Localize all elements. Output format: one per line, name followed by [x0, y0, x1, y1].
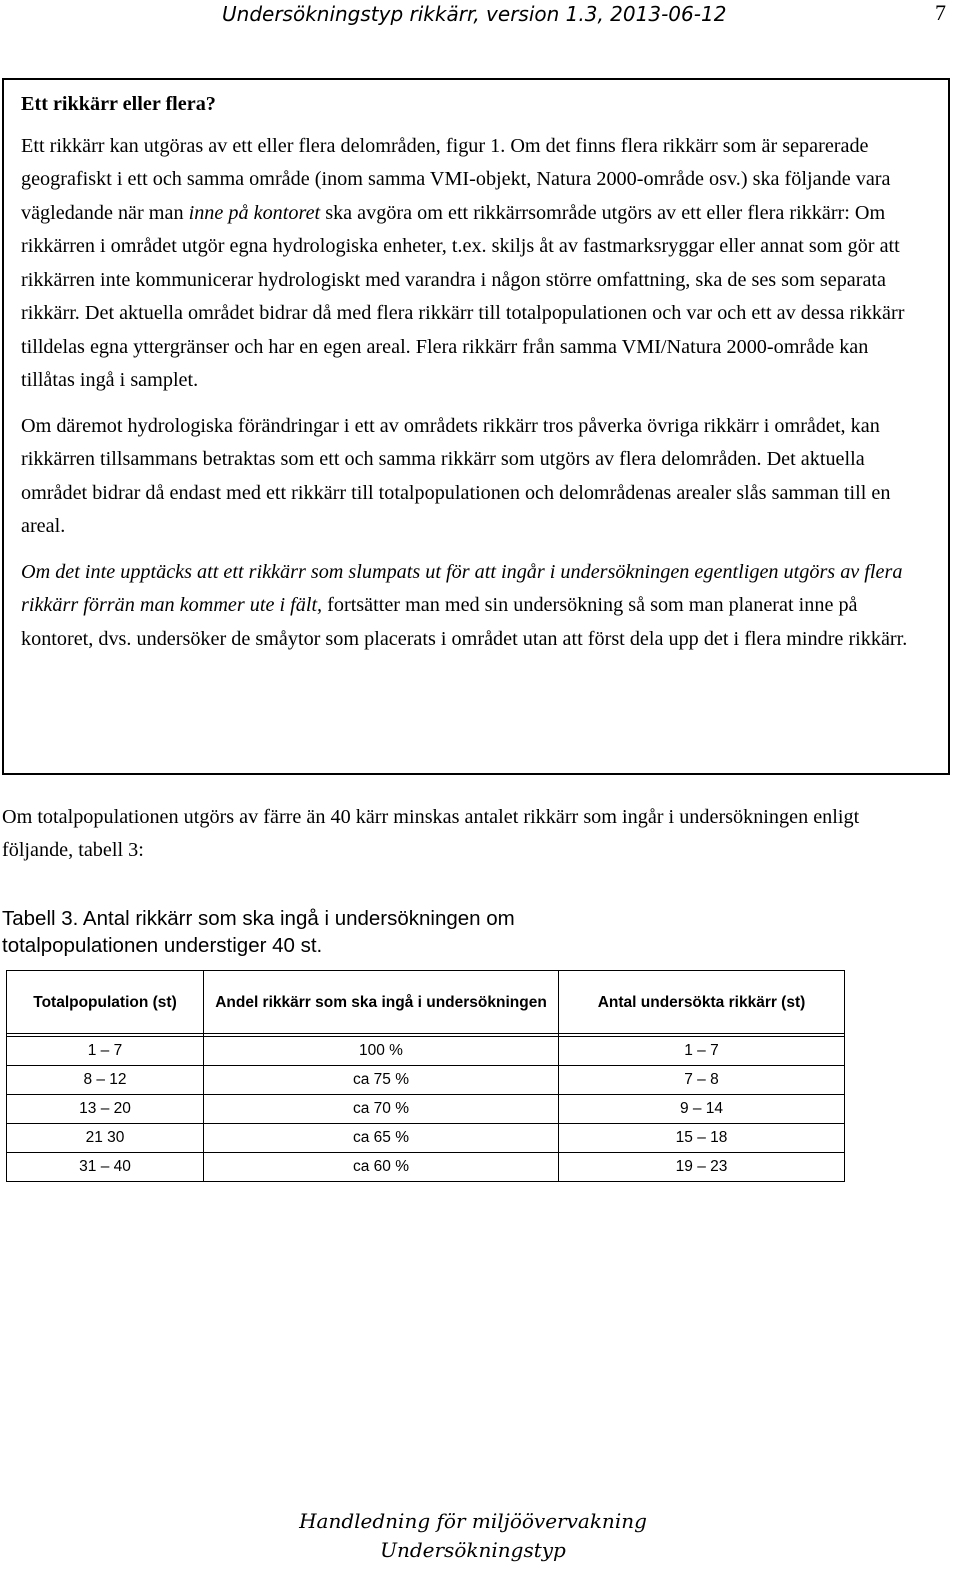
body-paragraph: Om totalpopulationen utgörs av färre än 40 kärr minskas antalet rikkärr som ingår i undersökningen enligt följande, tabell 3: — [2, 806, 860, 861]
table-header-cell: Antal undersökta rikkärr (st) — [559, 971, 845, 1034]
paragraph-text: fortsätter man med sin undersökning så som man planerat inne på kontoret, dvs. undersöker de småytor som placerats i området utan att först dela upp det i flera mindre rikkärr. — [21, 594, 908, 650]
info-box-paragraph-1 — [21, 130, 926, 398]
table-row — [7, 1153, 845, 1182]
emphasis-text: Om det inte upptäcks att ett rikkärr som slumpats ut för att ingår i undersökningen egentligen utgörs av flera rikkärr förrän man kommer ute i fält, — [21, 560, 903, 616]
table-cell: 31 – 40 — [7, 1153, 204, 1182]
document-footer — [0, 1507, 946, 1565]
table-cell: 9 – 14 — [559, 1095, 845, 1124]
table-cell: 13 – 20 — [7, 1095, 204, 1124]
table-row — [7, 1095, 845, 1124]
table-row — [7, 1124, 845, 1153]
page-number: 7 — [935, 0, 946, 25]
paragraph-text: Ett rikkärr kan utgöras av ett eller flera delområden, figur 1. Om det finns flera rikkärr som är separerade geografiskt i ett och samma område (inom samma VMI-objekt, Natura 2000-område osv.) ska följande vara vägledande när man — [21, 134, 891, 224]
info-box-paragraph-3 — [21, 556, 926, 657]
info-box — [2, 78, 950, 775]
footer-line-1: Handledning för miljöövervakning — [299, 1509, 647, 1533]
paragraph-text: ska avgöra om ett rikkärrsområde utgörs av ett eller flera rikkärr: Om rikkärren i området utgör egna hydrologiska enheter, t.ex. skiljs åt av fastmarksryggar eller annat som gör att rikkärren inte kommunicerar hydrologiskt med varandra i någon större omfattning, ska de ses som separata rikkärr. Det aktuella området bidrar då med flera rikkärr till totalpopulationen och var och ett av dessa rikkärr tilldelas egna yttergränser och har en egen areal. Flera rikkärr från samma VMI/Natura 2000-område kan tillåtas ingå i samplet. — [21, 201, 905, 391]
info-box-heading: Ett rikkärr eller flera? — [21, 93, 216, 115]
table-cell: 1 – 7 — [7, 1037, 204, 1066]
emphasis-text: inne på kontoret — [188, 201, 321, 224]
info-box-paragraph-2: Om däremot hydrologiska förändringar i ett av områdets rikkärr tros påverka övriga rikkärr i området, kan rikkärren tillsammans betraktas som ett och samma rikkärr som utgörs av flera delområden. Det aktuella området bidrar då endast med ett rikkärr till totalpopulationen och delområdenas arealer slås samman till en areal. — [21, 414, 891, 537]
info-box-content — [21, 88, 926, 668]
table-cell: ca 60 % — [204, 1153, 559, 1182]
table-header-cell: Totalpopulation (st) — [7, 971, 204, 1034]
footer-line-2: Undersökningstyp — [380, 1538, 566, 1562]
table-cell: 1 – 7 — [559, 1037, 845, 1066]
table-row — [7, 1037, 845, 1066]
table-header-cell: Andel rikkärr som ska ingå i undersökningen — [204, 971, 559, 1034]
table-cell: 19 – 23 — [559, 1153, 845, 1182]
table-cell: ca 75 % — [204, 1066, 559, 1095]
table-header-row — [7, 971, 845, 1034]
table-cell: 21 30 — [7, 1124, 204, 1153]
table-cell: ca 65 % — [204, 1124, 559, 1153]
document-header-title: Undersökningstyp rikkärr, version 1.3, 2013-06-12 — [222, 2, 727, 26]
table-cell: 7 – 8 — [559, 1066, 845, 1095]
population-table — [6, 970, 845, 1182]
table-row — [7, 1066, 845, 1095]
table-cell: ca 70 % — [204, 1095, 559, 1124]
table-cell: 8 – 12 — [7, 1066, 204, 1095]
table-cell: 15 – 18 — [559, 1124, 845, 1153]
table-cell: 100 % — [204, 1037, 559, 1066]
table-caption: Tabell 3. Antal rikkärr som ska ingå i undersökningen om totalpopulationen understiger 40 st. — [2, 907, 515, 957]
